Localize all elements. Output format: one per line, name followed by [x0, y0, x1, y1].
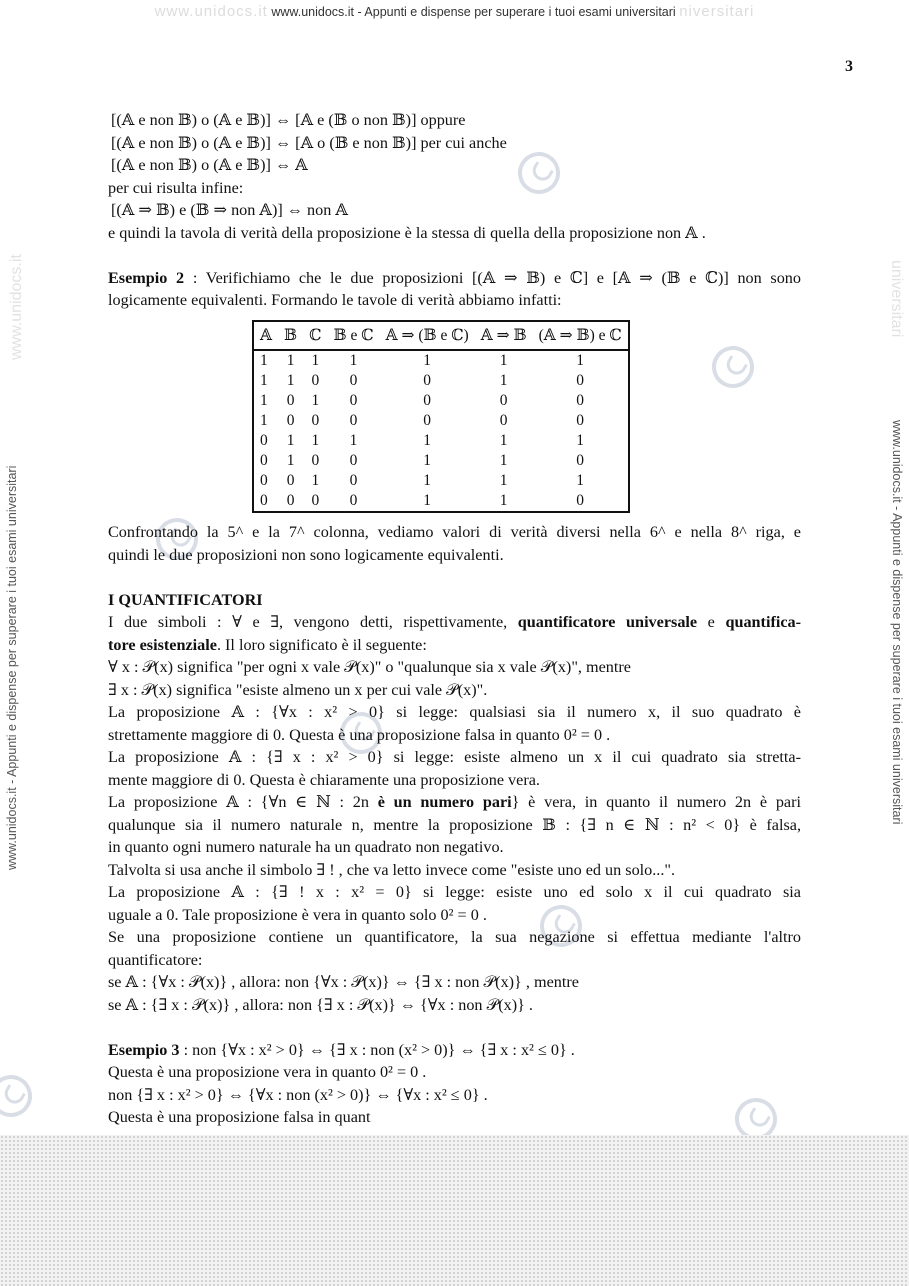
- truth-table-cell: 1: [260, 372, 268, 389]
- header-cell: ℂ: [303, 321, 327, 351]
- truth-table-cell: 1: [311, 392, 320, 409]
- truth-table-cell: 0: [286, 472, 295, 489]
- truth-table-row: [253, 471, 629, 491]
- truth-table-cell: 0: [576, 372, 585, 389]
- header-cell: 𝔸: [253, 321, 278, 351]
- truth-table-cell: 0: [576, 452, 585, 469]
- truth-table-cell: 1: [423, 472, 432, 489]
- truth-table-row: [253, 391, 629, 411]
- formula-line: [(𝔸 e non 𝔹) o (𝔸 e 𝔹)] ⇔ [𝔸 e (𝔹 o non 𝔹)] oppure: [111, 111, 466, 129]
- comparison-line-2: quindi le due proposizioni non sono logicamente equivalenti.: [108, 545, 504, 564]
- text-line: se 𝔸 : {∀x : 𝒫(x)} , allora: non {∀x : 𝒫(x)} ⇔ {∃ x : non 𝒫(x)} , mentre: [108, 973, 579, 991]
- text-line: in quanto ogni numero naturale ha un quadrato non negativo.: [108, 838, 504, 856]
- header-cell: 𝔹 e ℂ: [327, 321, 379, 351]
- truth-table-cell: 0: [286, 492, 295, 509]
- truth-table-cell: 1: [576, 432, 585, 449]
- header-cell: 𝔹: [278, 321, 303, 351]
- truth-table-cell: 1: [423, 432, 432, 449]
- truth-table-cell: 1: [499, 432, 508, 449]
- text-line: uguale a 0. Tale proposizione è vera in quanto solo 0² = 0 .: [108, 905, 487, 924]
- truth-table-cell: 0: [576, 492, 585, 509]
- truth-table-cell: 1: [260, 412, 268, 429]
- watermark-right: www.unidocs.it - Appunti e dispense per superare i tuoi esami universitari: [890, 420, 904, 825]
- truth-table-row: [253, 350, 629, 371]
- text-line: tore esistenziale. Il loro significato è il seguente:: [108, 635, 427, 654]
- truth-table-cell: 0: [423, 392, 432, 409]
- example-3-label: Esempio 3: [108, 1040, 180, 1059]
- document-body: [108, 109, 801, 1129]
- truth-table-cell: 0: [286, 412, 295, 429]
- watermark-top: [0, 3, 909, 20]
- text-line: Questa è una proposizione vera in quanto 0² = 0 .: [108, 1063, 427, 1081]
- truth-table-cell: 1: [286, 452, 295, 469]
- formula-line: [(𝔸 e non 𝔹) o (𝔸 e 𝔹)] ⇔ 𝔸: [111, 156, 308, 174]
- truth-table-cell: 1: [576, 352, 585, 369]
- header-cell: 𝔸 ⇒ 𝔹: [475, 321, 533, 351]
- truth-table-cell: 1: [423, 492, 432, 509]
- truth-table-cell: 0: [260, 492, 268, 509]
- text-line: quantificatore:: [108, 950, 203, 969]
- watermark-left: www.unidocs.it - Appunti e dispense per superare i tuoi esami universitari: [5, 465, 19, 870]
- truth-table-cell: 0: [349, 372, 358, 389]
- text-line: e quindi la tavola di verità della proposizione è la stessa di quella della proposizione non 𝔸 .: [108, 223, 706, 242]
- text-line: ∀ x : 𝒫(x) significa "per ogni x vale 𝒫(x)" o "qualunque sia x vale 𝒫(x)", mentre: [108, 658, 631, 676]
- truth-table-cell: 0: [311, 372, 320, 389]
- truth-table-cell: 0: [349, 492, 358, 509]
- example-3-line: Esempio 3 : non {∀x : x² > 0} ⇔ {∃ x : non (x² > 0)} ⇔ {∃ x : x² ≤ 0} .: [108, 1040, 575, 1059]
- truth-table-row: [253, 431, 629, 451]
- text-line: se 𝔸 : {∃ x : 𝒫(x)} , allora: non {∃ x : 𝒫(x)} ⇔ {∀x : non 𝒫(x)} .: [108, 995, 533, 1014]
- text-line: ∃ x : 𝒫(x) significa "esiste almeno un x per cui vale 𝒫(x)".: [108, 680, 488, 699]
- text-line: per cui risulta infine:: [108, 178, 244, 197]
- truth-table-cell: 1: [499, 472, 508, 489]
- example-2-line-1: Esempio 2 : Verifichiamo che le due proposizioni [(𝔸 ⇒ 𝔹) e ℂ] e [𝔸 ⇒ (𝔹 e ℂ)] non sono: [108, 268, 801, 287]
- page-number: 3: [845, 58, 853, 75]
- truth-table-cell: 0: [349, 472, 358, 489]
- truth-table-cell: 0: [311, 492, 320, 509]
- header-cell: (𝔸 ⇒ 𝔹) e ℂ: [533, 321, 629, 351]
- truth-table-cell: 1: [286, 432, 295, 449]
- example-2-label: Esempio 2: [108, 268, 185, 287]
- truth-table-cell: 1: [499, 372, 508, 389]
- truth-table-cell: 0: [576, 392, 585, 409]
- truth-table-cell: 0: [499, 392, 508, 409]
- truth-table-cell: 1: [423, 452, 432, 469]
- truth-table-cell: 1: [499, 352, 508, 369]
- truth-table-cell: 1: [260, 392, 268, 409]
- truth-table-row: [253, 491, 629, 512]
- text-line: strettamente maggiore di 0. Questa è una proposizione falsa in quanto 0² = 0 .: [108, 725, 611, 744]
- truth-table-cell: 0: [423, 412, 432, 429]
- watermark-top-ghost-right: niversitari: [679, 3, 755, 20]
- formula-line: [(𝔸 ⇒ 𝔹) e (𝔹 ⇒ non 𝔸)] ⇔ non 𝔸: [111, 201, 348, 219]
- truth-table-cell: 0: [349, 392, 358, 409]
- header-cell: 𝔸 ⇒ (𝔹 e ℂ): [380, 321, 475, 351]
- text-line: mente maggiore di 0. Questa è chiaramente una proposizione vera.: [108, 770, 540, 789]
- text-line: La proposizione 𝔸 : {∀x : x² > 0} si legge: qualsiasi sia il numero x, il suo quadrato è: [108, 703, 801, 721]
- text-line: I due simboli : ∀ e ∃, vengono detti, rispettivamente, quantificatore universale e quantifica-: [108, 613, 802, 631]
- text-line: Talvolta si usa anche il simbolo ∃ ! , che va letto invece come "esiste uno ed un solo...".: [108, 860, 676, 879]
- text-line: La proposizione 𝔸 : {∀n ∈ ℕ : 2n è un numero pari} è vera, in quanto il numero 2n è pari: [108, 793, 801, 811]
- text-line: Se una proposizione contiene un quantificatore, la sua negazione si effettua mediante l'altro: [108, 928, 801, 946]
- truth-table-cell: 0: [349, 412, 358, 429]
- unidocs-logo-icon: [0, 1067, 40, 1124]
- section-title: I QUANTIFICATORI: [108, 590, 263, 609]
- truth-table-cell: 1: [311, 472, 320, 489]
- truth-table-cell: 1: [286, 372, 295, 389]
- truth-table-cell: 0: [286, 392, 295, 409]
- truth-table-cell: 1: [311, 432, 320, 449]
- watermark-top-text: www.unidocs.it - Appunti e dispense per superare i tuoi esami universitari: [271, 5, 676, 19]
- truth-table-cell: 0: [311, 452, 320, 469]
- text-line: La proposizione 𝔸 : {∃ ! x : x² = 0} si legge: esiste uno ed solo x il cui quadrato sia: [108, 883, 801, 901]
- truth-table-cell: 1: [499, 492, 508, 509]
- truth-table-cell: 0: [260, 432, 268, 449]
- truth-table-row: [253, 411, 629, 431]
- truth-table-cell: 1: [311, 352, 320, 369]
- truth-table-cell: 0: [576, 412, 585, 429]
- watermark-top-ghost-left: www.unidocs.it: [154, 3, 268, 20]
- truth-table-cell: 0: [260, 452, 268, 469]
- truth-table-row: [253, 451, 629, 471]
- text-line: La proposizione 𝔸 : {∃ x : x² > 0} si legge: esiste almeno un x il cui quadrato sia stretta-: [108, 748, 801, 766]
- truth-table-cell: 1: [260, 352, 268, 369]
- text-line: Questa è una proposizione falsa in quant: [108, 1108, 371, 1126]
- formula-line: [(𝔸 e non 𝔹) o (𝔸 e 𝔹)] ⇔ [𝔸 o (𝔹 e non 𝔹)] per cui anche: [111, 133, 507, 152]
- truth-table-cell: 1: [423, 352, 432, 369]
- truth-table-row: [253, 371, 629, 391]
- truth-table-cell: 1: [499, 452, 508, 469]
- text-line: non {∃ x : x² > 0} ⇔ {∀x : non (x² > 0)} ⇔ {∀x : x² ≤ 0} .: [108, 1085, 488, 1104]
- truth-table-cell: 0: [260, 472, 268, 489]
- truth-table-cell: 0: [423, 372, 432, 389]
- truth-table-cell: 1: [286, 352, 295, 369]
- watermark-left-ghost: www.unidocs.it: [8, 254, 25, 360]
- truth-table-header: [253, 321, 629, 351]
- truth-table-cell: 0: [311, 412, 320, 429]
- watermark-right-ghost: universitari: [888, 260, 905, 338]
- example-2-line-2: logicamente equivalenti. Formando le tavole di verità abbiamo infatti:: [108, 291, 562, 309]
- truth-table-cell: 1: [349, 432, 358, 449]
- page-footer-pattern: [0, 1135, 909, 1286]
- truth-table-cell: 1: [349, 352, 358, 369]
- truth-table-cell: 1: [576, 472, 585, 489]
- truth-table-cell: 0: [499, 412, 508, 429]
- truth-table: [252, 320, 630, 514]
- comparison-line-1: Confrontando la 5^ e la 7^ colonna, vediamo valori di verità diversi nella 6^ e nella 8^ riga, e: [108, 523, 801, 541]
- text-line: qualunque sia il numero naturale n, mentre la proposizione 𝔹 : {∃ n ∈ ℕ : n² < 0} è falsa,: [108, 815, 801, 834]
- truth-table-cell: 0: [349, 452, 358, 469]
